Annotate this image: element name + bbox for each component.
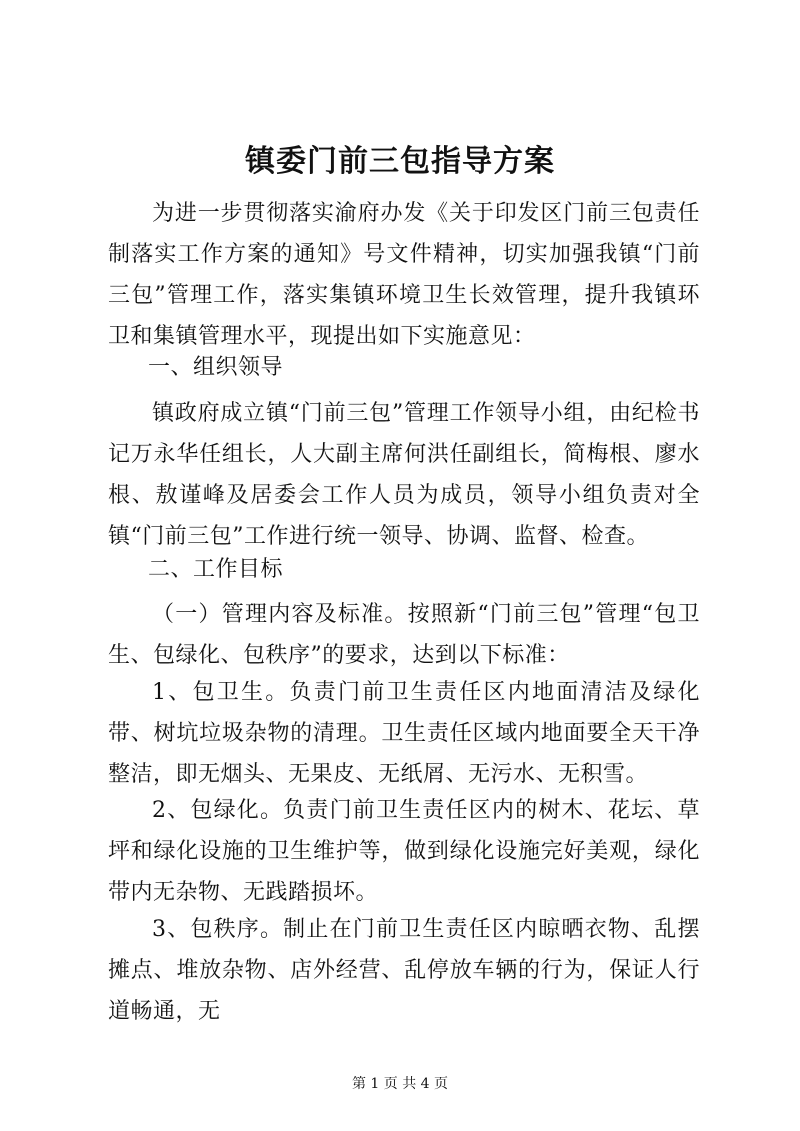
paragraph-management-content: （一）管理内容及标准。按照新“门前三包”管理“包卫生、包绿化、包秩序”的要求，达到以下标准： bbox=[108, 602, 700, 668]
section-heading-goals: 二、工作目标 bbox=[148, 557, 284, 582]
page-footer: 第 1 页 共 4 页 bbox=[351, 1076, 449, 1092]
paragraph-intro: 为进一步贯彻落实渝府办发《关于印发区门前三包责任制落实工作方案的通知》号文件精神，切实加强我镇“门前三包”管理工作，落实集镇环境卫生长效管理，提升我镇环卫和集镇管理水平，现提出如下实施意见： bbox=[108, 201, 700, 349]
paragraph-greening: 2、包绿化。负责门前卫生责任区内的树木、花坛、草坪和绿化设施的卫生维护等，做到绿化设施完好美观，绿化带内无杂物、无践踏损坏。 bbox=[108, 798, 700, 905]
document-title: 镇委门前三包指导方案 bbox=[245, 144, 555, 179]
section-heading-organization: 一、组织领导 bbox=[148, 355, 284, 380]
paragraph-organization: 镇政府成立镇“门前三包”管理工作领导小组，由纪检书记万永华任组长，人大副主席何洪任副组长，简梅根、廖水根、敖谨峰及居委会工作人员为成员，领导小组负责对全镇“门前三包”工作进行统一领导、协调、监督、检查。 bbox=[108, 401, 700, 549]
paragraph-order: 3、包秩序。制止在门前卫生责任区内晾晒衣物、乱摆摊点、堆放杂物、店外经营、乱停放车辆的行为，保证人行道畅通，无 bbox=[108, 917, 700, 1024]
paragraph-hygiene: 1、包卫生。负责门前卫生责任区内地面清洁及绿化带、树坑垃圾杂物的清理。卫生责任区域内地面要全天干净整洁，即无烟头、无果皮、无纸屑、无污水、无积雪。 bbox=[108, 680, 700, 787]
